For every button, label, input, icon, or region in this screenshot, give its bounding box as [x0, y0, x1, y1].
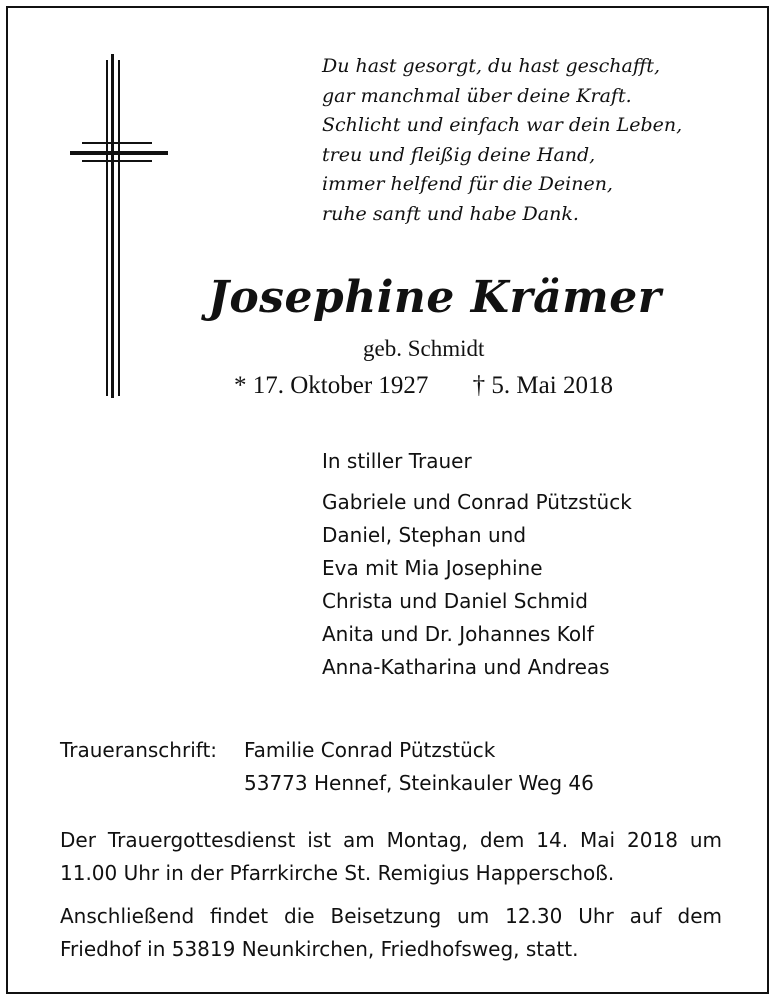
- burial-paragraph: Anschließend findet die Beisetzung um 12.30 Uhr auf dem Friedhof in 53819 Neunkirchen, Friedhofsweg, statt.: [60, 904, 722, 961]
- poem: [322, 52, 682, 229]
- poem-line: Schlicht und einfach war dein Leben,: [322, 114, 683, 136]
- address-line: Familie Conrad Pützstück: [244, 738, 496, 762]
- deceased-name: Josephine Krämer: [208, 272, 662, 323]
- address-line: 53773 Hennef, Steinkauler Weg 46: [244, 771, 594, 795]
- list-item: Eva mit Mia Josephine: [322, 556, 543, 580]
- maiden-name: geb. Schmidt: [363, 336, 485, 361]
- address-label: Traueranschrift:: [60, 738, 218, 762]
- poem-line: Du hast gesorgt, du hast geschafft,: [322, 55, 660, 77]
- poem-line: treu und fleißig deine Hand,: [322, 143, 596, 166]
- list-item: Daniel, Stephan und: [322, 523, 527, 547]
- birth-date: * 17. Oktober 1927: [234, 372, 429, 399]
- obituary-notice: [6, 6, 769, 994]
- poem-line: ruhe sanft und habe Dank.: [322, 202, 579, 225]
- poem-line: gar manchmal über deine Kraft.: [322, 84, 632, 107]
- cross-icon: [62, 54, 168, 398]
- poem-line: immer helfend für die Deinen,: [322, 173, 613, 195]
- service-paragraph: Der Trauergottesdienst ist am Montag, dem 14. Mai 2018 um 11.00 Uhr in der Pfarrkirche St. Remigius Happerschoß.: [60, 828, 722, 885]
- list-item: Anita und Dr. Johannes Kolf: [322, 622, 594, 646]
- list-item: Gabriele und Conrad Pützstück: [322, 490, 632, 514]
- list-item: Anna-Katharina und Andreas: [322, 655, 610, 679]
- list-item: Christa und Daniel Schmid: [322, 589, 588, 613]
- mourning-title: In stiller Trauer: [322, 449, 472, 473]
- death-date: † 5. Mai 2018: [472, 372, 613, 399]
- mourners-list: [322, 486, 632, 684]
- life-dates: [234, 370, 613, 402]
